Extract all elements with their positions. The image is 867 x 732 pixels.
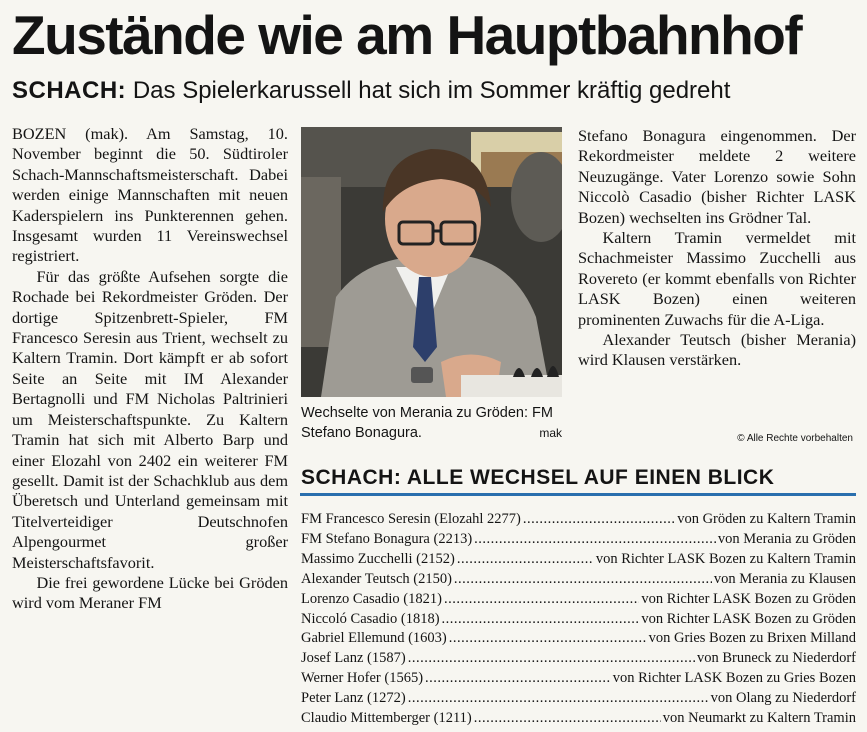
transfer-row bbox=[301, 590, 856, 610]
article-column-3 bbox=[578, 126, 856, 371]
leader-dots bbox=[408, 649, 695, 669]
transfer-player: FM Francesco Seresin (Elozahl 2277) bbox=[301, 511, 521, 527]
transfer-row bbox=[301, 550, 856, 570]
transfer-player: Gabriel Ellemund (1603) bbox=[301, 630, 447, 647]
leader-dots bbox=[442, 610, 640, 630]
article-paragraph: Stefano Bonagura eingenommen. Der Rekordmeister meldete 2 weitere Neuzugänge. Vater Lorenzo sowie Sohn Niccolò Casadio (bisher Richter LASK Bozen) wechselten ins Grödner Tal. bbox=[578, 126, 856, 227]
subheadline bbox=[12, 76, 730, 106]
leader-dots bbox=[474, 709, 661, 729]
copyright-notice: © Alle Rechte vorbehalten bbox=[737, 433, 853, 444]
transfer-move: von Merania zu Klausen bbox=[713, 570, 856, 587]
transfer-move: von Olang zu Niederdorf bbox=[710, 690, 856, 707]
leader-dots bbox=[425, 669, 611, 689]
transfer-player: Werner Hofer (1565) bbox=[301, 670, 424, 687]
photo-caption-text: Wechselte von Merania zu Gröden: FM Stefano Bonagura. bbox=[301, 405, 553, 441]
transfer-player: Josef Lanz (1587) bbox=[301, 650, 406, 667]
transfer-move: von Richter LASK Bozen zu Kaltern Tramin bbox=[595, 550, 856, 567]
transfer-player: Lorenzo Casadio (1821) bbox=[301, 590, 442, 607]
transfer-move: von Richter LASK Bozen zu Gröden bbox=[641, 610, 856, 627]
transfer-move: von Gröden zu Kaltern Tramin bbox=[677, 511, 856, 527]
leader-dots bbox=[523, 510, 675, 530]
transfer-row bbox=[301, 649, 856, 669]
transfer-row bbox=[301, 629, 856, 649]
transfer-player: Claudio Mittemberger (1211) bbox=[301, 710, 472, 727]
leader-dots bbox=[454, 570, 712, 590]
transfer-move: von Richter LASK Bozen zu Gröden bbox=[641, 590, 856, 607]
article-paragraph: Alexander Teutsch (bisher Merania) wird Klausen verstärken. bbox=[578, 330, 856, 370]
article-paragraph: BOZEN (mak). Am Samstag, 10. November beginnt die 50. Südtiroler Schach-Mannschaftsmeisterschaft. Dabei werden einige Mannschaften mit neuen Kaderspielern ins Punkterennen gehen. Insgesamt wurden 11 Vereinswechsel registriert. bbox=[12, 124, 288, 266]
transfer-row bbox=[301, 689, 856, 709]
leader-dots bbox=[449, 629, 647, 649]
transfer-player: Alexander Teutsch (2150) bbox=[301, 570, 452, 587]
subheadline-kicker: SCHACH: bbox=[12, 77, 127, 104]
transfer-row bbox=[301, 570, 856, 590]
transfer-list bbox=[301, 510, 856, 729]
article-column-1 bbox=[12, 124, 288, 614]
chess-player-photo-illustration bbox=[301, 127, 562, 397]
transfer-move: von Merania zu Gröden bbox=[717, 530, 856, 547]
chess-player-photo bbox=[301, 127, 562, 397]
transfer-box-title: SCHACH: ALLE WECHSEL AUF EINEN BLICK bbox=[301, 466, 775, 489]
article-paragraph: Die frei gewordene Lücke bei Gröden wird vom Meraner FM bbox=[12, 572, 288, 613]
transfer-move: von Gries Bozen zu Brixen Milland bbox=[648, 630, 856, 647]
transfer-box-rule bbox=[300, 493, 856, 496]
leader-dots bbox=[444, 590, 639, 610]
leader-dots bbox=[474, 530, 716, 550]
article-paragraph: Für das größte Aufsehen sorgte die Rochade bei Rekordmeister Gröden. Der dortige Spitzenbrett-Spieler, FM Francesco Seresin aus Trient, wechselt zu Kaltern Tramin. Dort kämpft er ab sofort Seite an Seite mit IM Alexander Bertagnolli und FM Nicholas Paltrinieri um Meisterschaftspunkte. Zu Kaltern Tramin hat sich mit Alberto Barp und einer Elozahl von 2402 ein weiterer FM gesellt. Damit ist der Schachklub aus dem Überetsch und Unterland gemeinsam mit Titelverteidiger Deutschnofen Alpengourmet großer Meisterschaftsfavorit. bbox=[12, 266, 288, 572]
leader-dots bbox=[457, 550, 594, 570]
leader-dots bbox=[408, 689, 709, 709]
transfer-move: von Richter LASK Bozen zu Gries Bozen bbox=[612, 670, 856, 687]
transfer-row bbox=[301, 669, 856, 689]
photo-credit: mak bbox=[539, 426, 562, 440]
headline: Zustände wie am Hauptbahnhof bbox=[12, 4, 802, 66]
transfer-row bbox=[301, 530, 856, 550]
subheadline-text: Das Spielerkarussell hat sich im Sommer kräftig gedreht bbox=[132, 77, 731, 104]
transfer-player: FM Stefano Bonagura (2213) bbox=[301, 530, 473, 547]
photo-caption bbox=[301, 403, 562, 443]
article-paragraph: Kaltern Tramin vermeldet mit Schachmeister Massimo Zucchelli aus Rovereto (er kommt ebenfalls von Richter LASK Bozen) einen weiteren prominenten Zuwachs für die A-Liga. bbox=[578, 228, 856, 329]
transfer-move: von Bruneck zu Niederdorf bbox=[696, 650, 856, 667]
transfer-row bbox=[301, 510, 856, 530]
transfer-player: Niccoló Casadio (1818) bbox=[301, 610, 440, 627]
transfer-row bbox=[301, 610, 856, 630]
transfer-player: Massimo Zucchelli (2152) bbox=[301, 550, 455, 567]
transfer-player: Peter Lanz (1272) bbox=[301, 690, 406, 707]
transfer-move: von Neumarkt zu Kaltern Tramin bbox=[662, 710, 856, 727]
transfer-row bbox=[301, 709, 856, 729]
